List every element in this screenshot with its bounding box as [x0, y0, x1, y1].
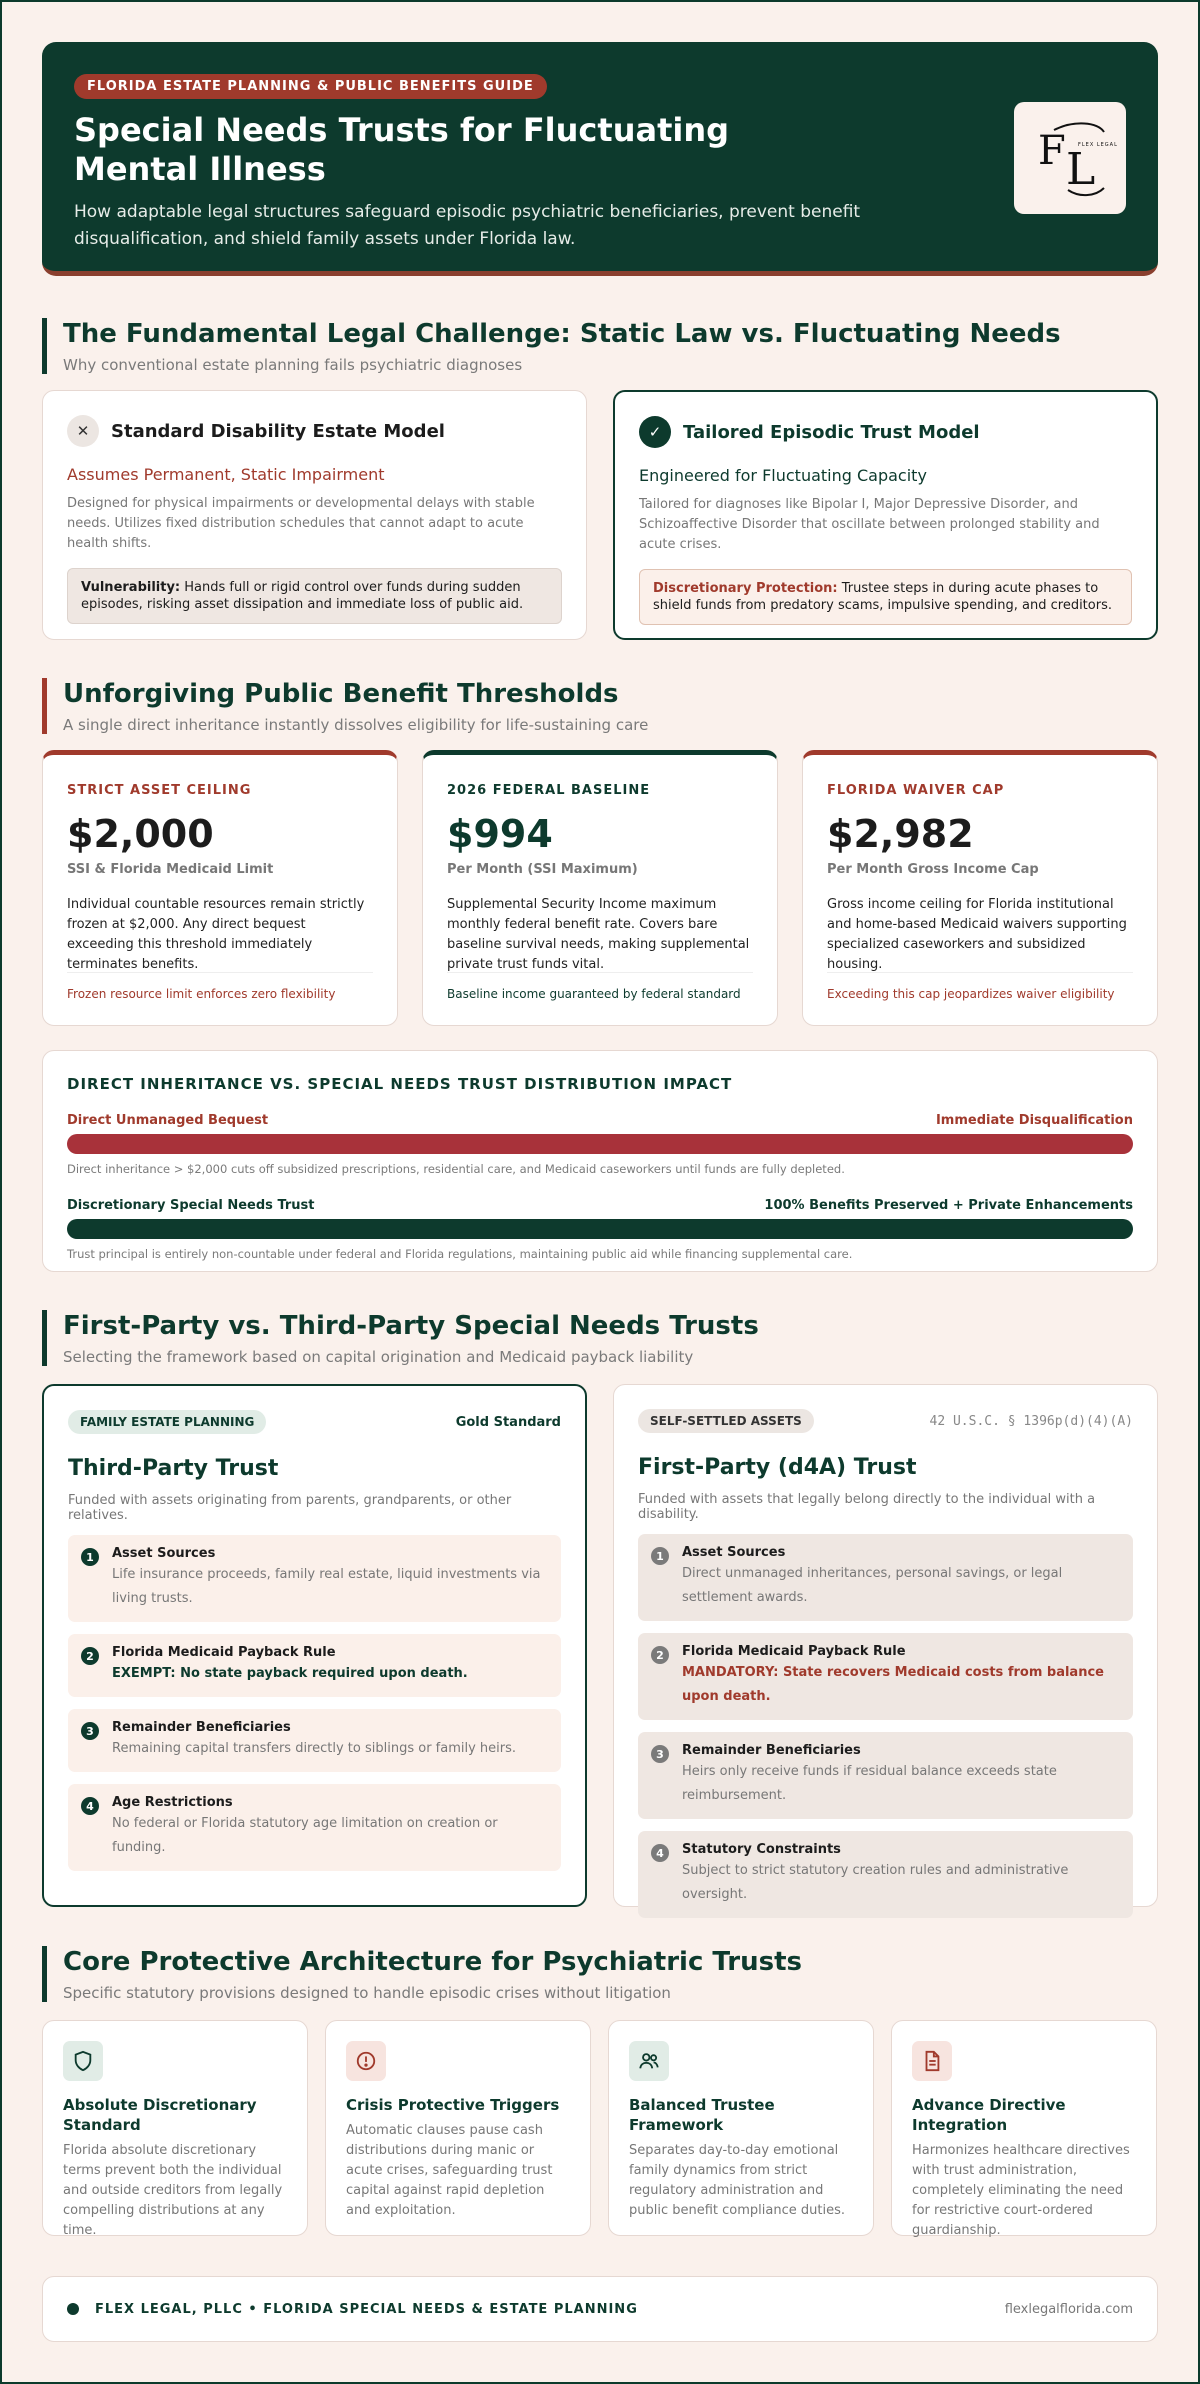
check-icon: ✓: [639, 416, 671, 448]
tailored-model-card: [613, 390, 1158, 640]
standard-model-title: Standard Disability Estate Model: [111, 420, 445, 442]
hero-banner: [42, 42, 1158, 276]
trust-list-item: [638, 1831, 1133, 1918]
trust-list-item: [638, 1534, 1133, 1621]
impact-row-outcome: 100% Benefits Preserved + Private Enhancements: [764, 1198, 1133, 1213]
footer-dot-icon: [67, 2303, 79, 2315]
threshold-value: $2,982: [827, 812, 974, 856]
trust-list-item: [68, 1709, 561, 1772]
feature-title: Balanced Trustee Framework: [629, 2096, 775, 2134]
feature-card: [891, 2020, 1157, 2236]
step-number-badge: 4: [81, 1797, 99, 1815]
shield-icon: [63, 2041, 103, 2081]
third-party-trust-card: [42, 1384, 587, 1907]
users-icon: [629, 2041, 669, 2081]
self-settled-pill: SELF-SETTLED ASSETS: [638, 1409, 814, 1433]
standard-model-subtitle: Assumes Permanent, Static Impairment: [67, 465, 385, 484]
threshold-value: $2,000: [67, 812, 214, 856]
trust-item-body: Remaining capital transfers directly to siblings or family heirs.: [112, 1741, 517, 1756]
threshold-value: $994: [447, 812, 553, 856]
trust-item-body: EXEMPT: No state payback required upon death.: [112, 1666, 468, 1681]
flex-legal-logo: [1014, 102, 1126, 214]
hero-badge: FLORIDA ESTATE PLANNING & PUBLIC BENEFITS GUIDE: [74, 74, 547, 99]
standard-model-card: [42, 390, 587, 640]
trust-item-body: Heirs only receive funds if residual balance exceeds state reimbursement.: [682, 1764, 1057, 1803]
section-subtitle: Why conventional estate planning fails psychiatric diagnoses: [63, 356, 523, 374]
feature-title: Absolute Discretionary Standard: [63, 2096, 257, 2134]
threshold-footnote: Frozen resource limit enforces zero flexibility: [67, 972, 373, 1001]
tailored-model-subtitle: Engineered for Fluctuating Capacity: [639, 466, 927, 485]
threshold-label: FLORIDA WAIVER CAP: [827, 783, 1005, 798]
feature-desc: Separates day-to-day emotional family dynamics from strict regulatory administration and public benefit compliance duties.: [629, 2143, 845, 2218]
step-number-badge: 2: [81, 1647, 99, 1665]
threshold-footnote: Baseline income guaranteed by federal standard: [447, 972, 753, 1001]
page-title: Special Needs Trusts for Fluctuating Mental Illness: [74, 111, 730, 188]
threshold-desc: Individual countable resources remain strictly frozen at $2,000. Any direct bequest exceeding this threshold immediately terminates benefits.: [67, 897, 365, 972]
threshold-card: [422, 750, 778, 1026]
protection-text: Trustee steps in during acute phases to shield funds from predatory scams, impulsive spending, and creditors.: [653, 581, 1112, 613]
step-number-badge: 1: [81, 1548, 99, 1566]
threshold-unit: Per Month (SSI Maximum): [447, 862, 638, 877]
vulnerability-text: Hands full or rigid control over funds during sudden episodes, risking asset dissipation and immediate loss of public aid.: [81, 580, 524, 612]
impact-bar-trust: [67, 1219, 1133, 1239]
threshold-card: [802, 750, 1158, 1026]
trust-item-heading: Florida Medicaid Payback Rule: [682, 1644, 906, 1659]
step-number-badge: 3: [81, 1722, 99, 1740]
threshold-unit: Per Month Gross Income Cap: [827, 862, 1039, 877]
feature-desc: Automatic clauses pause cash distributions during manic or acute crises, safeguarding trust capital against rapid depletion and exploitation.: [346, 2123, 553, 2218]
threshold-desc: Gross income ceiling for Florida institutional and home-based Medicaid waivers supporting specialized caseworkers and subsidized housing.: [827, 897, 1127, 972]
trust-item-heading: Age Restrictions: [112, 1795, 233, 1810]
step-number-badge: 4: [651, 1844, 669, 1862]
impact-row-trust: [67, 1198, 1133, 1213]
first-party-trust-card: [613, 1384, 1158, 1907]
impact-bar-bequest: [67, 1134, 1133, 1154]
impact-row-label: Discretionary Special Needs Trust: [67, 1198, 315, 1213]
step-number-badge: 3: [651, 1745, 669, 1763]
section-subtitle: A single direct inheritance instantly dissolves eligibility for life-sustaining care: [63, 716, 649, 734]
section-title: First-Party vs. Third-Party Special Needs Trusts: [63, 1311, 759, 1341]
impact-row-bequest: [67, 1113, 1133, 1128]
feature-card: [608, 2020, 874, 2236]
section-subtitle: Specific statutory provisions designed to handle episodic crises without litigation: [63, 1984, 671, 2002]
threshold-card: [42, 750, 398, 1026]
trust-item-body: No federal or Florida statutory age limitation on creation or funding.: [112, 1816, 498, 1855]
compare-section-header: [42, 1310, 759, 1366]
feature-desc: Florida absolute discretionary terms prevent both the individual and outside creditors from legally compelling distributions at any time.: [63, 2143, 283, 2238]
vulnerability-box: [67, 568, 562, 624]
feature-card: [325, 2020, 591, 2236]
svg-text:L: L: [1066, 144, 1096, 195]
protection-label: Discretionary Protection:: [653, 581, 838, 596]
trust-list-item: [638, 1633, 1133, 1720]
feature-card: [42, 2020, 308, 2236]
section-title: Core Protective Architecture for Psychiatric Trusts: [63, 1947, 803, 1977]
svg-text:F: F: [1038, 128, 1066, 174]
page-subtitle: How adaptable legal structures safeguard episodic psychiatric beneficiaries, prevent benefit disqualification, and shield family assets under Florida law.: [74, 202, 861, 249]
section-subtitle: Selecting the framework based on capital origination and Medicaid payback liability: [63, 1348, 694, 1366]
distribution-impact-card: [42, 1050, 1158, 1272]
trust-item-body: MANDATORY: State recovers Medicaid costs from balance upon death.: [682, 1665, 1104, 1704]
statute-tag: 42 U.S.C. § 1396p(d)(4)(A): [929, 1413, 1133, 1429]
trust-item-body: Direct unmanaged inheritances, personal savings, or legal settlement awards.: [682, 1566, 1063, 1605]
first-party-title: First-Party (d4A) Trust: [638, 1455, 917, 1480]
trust-list-item: [68, 1535, 561, 1622]
threshold-desc: Supplemental Security Income maximum monthly federal benefit rate. Covers bare baseline survival needs, making supplemental private trust funds vital.: [447, 897, 750, 972]
tailored-model-desc: Tailored for diagnoses like Bipolar I, Major Depressive Disorder, and Schizoaffective Disorder that oscillate between prolonged stability and acute crises.: [639, 497, 1100, 552]
alert-icon: [346, 2041, 386, 2081]
protection-box: [639, 569, 1132, 625]
trust-list-item: [638, 1732, 1133, 1819]
trust-item-heading: Asset Sources: [682, 1545, 786, 1560]
svg-text:FLEX LEGAL: FLEX LEGAL: [1078, 142, 1118, 148]
trust-item-heading: Remainder Beneficiaries: [682, 1743, 861, 1758]
feature-title: Advance Directive Integration: [912, 2096, 1066, 2134]
first-party-subtitle: Funded with assets that legally belong directly to the individual with a disability.: [638, 1492, 1096, 1522]
threshold-footnote: Exceeding this cap jeopardizes waiver eligibility: [827, 972, 1133, 1001]
third-party-title: Third-Party Trust: [68, 1456, 279, 1481]
document-icon: [912, 2041, 952, 2081]
page-footer: [42, 2276, 1158, 2342]
trust-item-heading: Asset Sources: [112, 1546, 216, 1561]
footer-url-link[interactable]: flexlegalflorida.com: [1004, 2301, 1133, 2317]
footer-brand: FLEX LEGAL, PLLC • FLORIDA SPECIAL NEEDS & ESTATE PLANNING: [95, 2301, 638, 2317]
trust-item-heading: Florida Medicaid Payback Rule: [112, 1645, 336, 1660]
feature-desc: Harmonizes healthcare directives with trust administration, completely eliminating the need for restrictive court-ordered guardianship.: [912, 2143, 1130, 2238]
vulnerability-label: Vulnerability:: [81, 580, 181, 595]
trust-list-item: [68, 1784, 561, 1871]
impact-note: Direct inheritance > $2,000 cuts off subsidized prescriptions, residential care, and Medicaid caseworkers until funds are fully depleted.: [67, 1162, 845, 1176]
trust-item-body: Life insurance proceeds, family real estate, liquid investments via living trusts.: [112, 1567, 541, 1606]
section-title: The Fundamental Legal Challenge: Static Law vs. Fluctuating Needs: [63, 319, 1061, 349]
challenge-section-header: [42, 318, 1061, 374]
trust-item-heading: Statutory Constraints: [682, 1842, 841, 1857]
feature-title: Crisis Protective Triggers: [346, 2096, 560, 2114]
section-title: Unforgiving Public Benefit Thresholds: [63, 679, 619, 709]
impact-note: Trust principal is entirely non-countable under federal and Florida regulations, maintaining public aid while financing supplemental care.: [67, 1247, 853, 1261]
threshold-label: 2026 FEDERAL BASELINE: [447, 783, 651, 798]
gold-standard-tag: Gold Standard: [455, 1414, 561, 1430]
impact-row-label: Direct Unmanaged Bequest: [67, 1113, 269, 1128]
step-number-badge: 1: [651, 1547, 669, 1565]
trust-list-item: [68, 1634, 561, 1697]
threshold-label: STRICT ASSET CEILING: [67, 783, 252, 798]
third-party-subtitle: Funded with assets originating from parents, grandparents, or other relatives.: [68, 1493, 512, 1523]
threshold-unit: SSI & Florida Medicaid Limit: [67, 862, 274, 877]
trust-item-heading: Remainder Beneficiaries: [112, 1720, 291, 1735]
impact-title: DIRECT INHERITANCE VS. SPECIAL NEEDS TRUST DISTRIBUTION IMPACT: [67, 1075, 733, 1093]
trust-item-body: Subject to strict statutory creation rules and administrative oversight.: [682, 1863, 1069, 1902]
tailored-model-title: Tailored Episodic Trust Model: [683, 421, 980, 443]
step-number-badge: 2: [651, 1646, 669, 1664]
thresholds-section-header: [42, 678, 648, 734]
architecture-section-header: [42, 1946, 802, 2002]
close-icon: ✕: [67, 415, 99, 447]
family-estate-pill: FAMILY ESTATE PLANNING: [68, 1410, 266, 1434]
standard-model-desc: Designed for physical impairments or developmental delays with stable needs. Utilizes fixed distribution schedules that cannot adapt to acute health shifts.: [67, 496, 535, 551]
impact-row-outcome: Immediate Disqualification: [935, 1113, 1133, 1128]
